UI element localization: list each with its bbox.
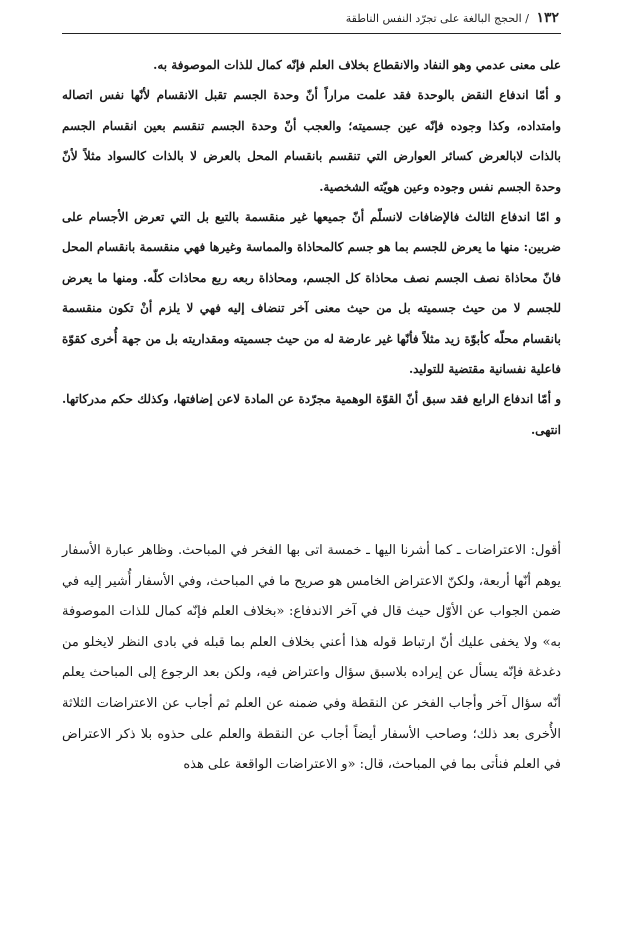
commentary-block	[62, 536, 561, 781]
commentary-paragraph: أقول: الاعتراضات ـ كما أشرنا اليها ـ خمسة اتى بها الفخر في المباحث. وظاهر عبارة الأسفار يوهم أنّها أربعة، ولكنّ الاعتراض الخامس هو صريح ما في المباحث، وفي الأسفار أُشير إليه في ضمن الجواب عن الأوّل حيث قال في آخر الاندفاع: «بخلاف العلم فإنّه كمال للذات الموصوفة به» ولا يخفى عليك أنّ ارتباط قوله هذا أعني بخلاف العلم بما قبله في بادى النظر لايخلو من دغدغة فإنّه يسأل عن إيراده بلاسبق سؤال واعتراض فيه، ولكن بعد الرجوع إلى المباحث يعلم أنّه سؤال آخر وأجاب الفخر عن النقطة وفي ضمنه عن العلم ثم أجاب عن الاعتراضات الثلاثة الأُخرى بعد ذلك؛ وصاحب الأسفار أيضاً أجاب عن النقطة والعلم على حذوه بلا ذكر الاعتراض في العلم فنأتى بما في المباحث، قال: «و الاعتراضات الواقعة على هذه	[62, 543, 561, 773]
header-rule	[62, 33, 561, 34]
header-separator: /	[525, 12, 529, 25]
quoted-paragraph: و امّا اندفاع الثالث فالإضافات لانسلّم أنّ جميعها غير منقسمة بالتبع بل التي تعرض الأجسام على ضربين: منها ما يعرض للجسم بما هو جسم كالمحاذاة والمماسة وغيرها فهي منقسمة بانقسام المحل فانّ محاذاة نصف الجسم نصف محاذاة كل الجسم، ومحاذاة ربعه ربع محاذات كلّه. ومنها ما يعرض للجسم لا من حيث جسميته بل من حيث معنى آخر تنضاف إليه فهي لا يلزم أنْ تكون منقسمة بانقسام محلّه كأبوّة زيد مثلاً فأنّها غير عارضة له من حيث جسميته ومقداريته بل من جهة أُخرى كقوّة فاعلية نفسانية مقتضية للتوليد.	[62, 210, 561, 377]
quoted-paragraph: على معنى عدمي وهو النفاد والانقطاع بخلاف العلم فإنّه كمال للذات الموصوفة به.	[153, 58, 561, 72]
running-header	[64, 8, 559, 29]
quoted-paragraph: و أمّا اندفاع الرابع فقد سبق أنّ القوّة الوهمية مجرّدة عن المادة لاعن إضافتها، وكذلك حكم مدركاتها. انتهى.	[62, 392, 561, 437]
quoted-paragraph: و أمّا اندفاع النقض بالوحدة فقد علمت مراراً أنّ وحدة الجسم تقبل الانقسام لأنّها نفس اتصاله وامتداده، وكذا وجوده فإنّه عين جسميته؛ والعجب أنّ وحدة الجسم تنقسم بعين انقسام الجسم بالذات لابالعرض كسائر العوارض التي تنقسم بانقسام المحل بالعرض لا بالذات كالسواد مثلاً لأنّ وحدة الجسم نفس وجوده وعين هويّته الشخصية.	[62, 88, 561, 194]
book-title: الحجج البالغة على تجرّد النفس الناطقة	[345, 12, 522, 25]
quoted-text-block	[62, 50, 561, 445]
page-number: ١٣٢	[536, 10, 559, 26]
